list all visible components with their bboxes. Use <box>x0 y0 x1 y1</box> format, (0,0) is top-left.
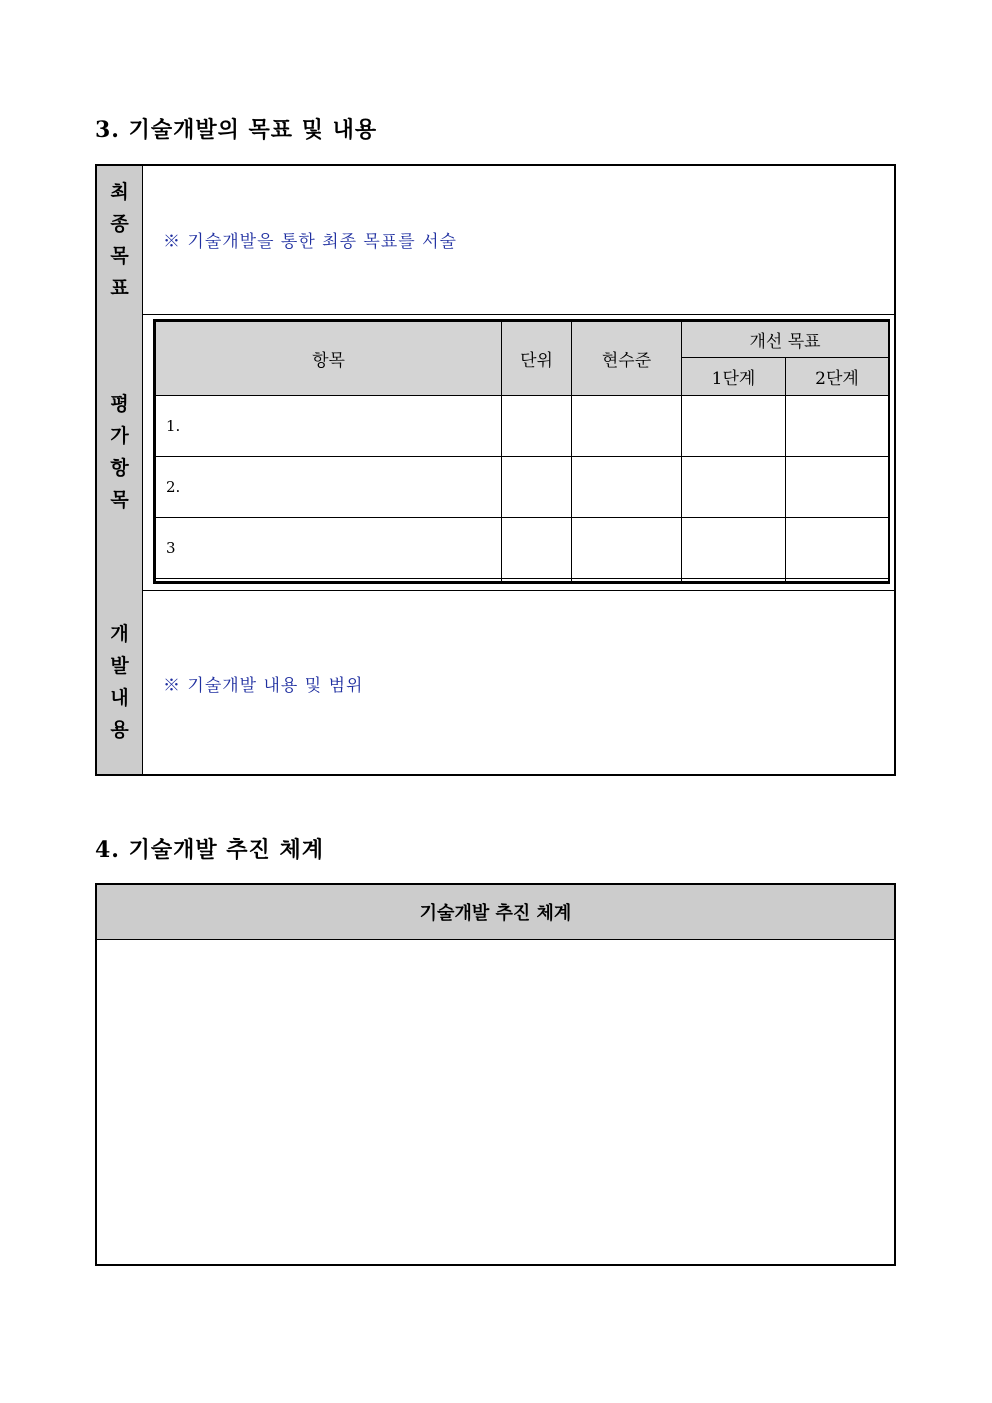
evaluation-items-table <box>153 319 890 584</box>
table-row <box>156 456 889 517</box>
current-cell[interactable] <box>572 517 682 578</box>
stage2-cell[interactable] <box>786 517 889 578</box>
evaluation-label-char: 목 <box>110 489 129 511</box>
table-row <box>156 578 889 581</box>
goals-and-content-table <box>95 164 896 776</box>
item-cell[interactable] <box>156 578 502 581</box>
item-cell[interactable]: 3 <box>156 517 502 578</box>
header-stage1: 1단계 <box>682 358 786 396</box>
header-current-level: 현수준 <box>572 322 682 396</box>
header-stage2: 2단계 <box>786 358 889 396</box>
stage1-cell[interactable] <box>682 396 786 457</box>
evaluation-label-char: 평 <box>110 393 129 415</box>
section4-heading: 4. 기술개발 추진 체계 <box>95 837 324 863</box>
evaluation-label-char: 항 <box>110 457 129 479</box>
item-cell[interactable]: 1. <box>156 396 502 457</box>
stage1-cell[interactable] <box>682 456 786 517</box>
final-goal-label-char: 목 <box>110 245 129 267</box>
final-goal-label <box>97 166 143 314</box>
header-unit: 단위 <box>502 322 572 396</box>
promotion-system-header-text: 기술개발 추진 체계 <box>419 903 572 924</box>
header-item: 항목 <box>156 322 502 396</box>
dev-content-label-char: 개 <box>110 623 129 645</box>
promotion-system-body[interactable] <box>97 940 894 1264</box>
current-cell[interactable] <box>572 456 682 517</box>
stage2-cell[interactable] <box>786 396 889 457</box>
stage1-cell[interactable] <box>682 578 786 581</box>
table-row <box>156 396 889 457</box>
stage2-cell[interactable] <box>786 578 889 581</box>
current-cell[interactable] <box>572 578 682 581</box>
row-divider <box>97 314 894 315</box>
dev-content-label-char: 발 <box>110 655 129 677</box>
stage1-cell[interactable] <box>682 517 786 578</box>
unit-cell[interactable] <box>502 517 572 578</box>
dev-content-label-char: 내 <box>110 687 129 709</box>
table-row <box>156 517 889 578</box>
final-goal-label-char: 표 <box>110 277 129 299</box>
evaluation-label-char: 가 <box>110 425 129 447</box>
current-cell[interactable] <box>572 396 682 457</box>
unit-cell[interactable] <box>502 456 572 517</box>
item-cell[interactable]: 2. <box>156 456 502 517</box>
final-goal-note[interactable]: ※ 기술개발을 통한 최종 목표를 서술 <box>163 232 457 252</box>
promotion-system-header <box>97 885 894 940</box>
unit-cell[interactable] <box>502 578 572 581</box>
row-divider <box>97 590 894 591</box>
stage2-cell[interactable] <box>786 456 889 517</box>
evaluation-label <box>97 314 143 590</box>
header-improvement-goal: 개선 목표 <box>682 322 889 358</box>
unit-cell[interactable] <box>502 396 572 457</box>
section3-heading: 3. 기술개발의 목표 및 내용 <box>95 117 378 143</box>
final-goal-label-char: 최 <box>110 181 129 203</box>
final-goal-label-char: 종 <box>110 213 129 235</box>
dev-content-label-char: 용 <box>110 719 129 741</box>
dev-content-label <box>97 590 143 774</box>
dev-content-note[interactable]: ※ 기술개발 내용 및 범위 <box>163 676 364 696</box>
promotion-system-table <box>95 883 896 1266</box>
